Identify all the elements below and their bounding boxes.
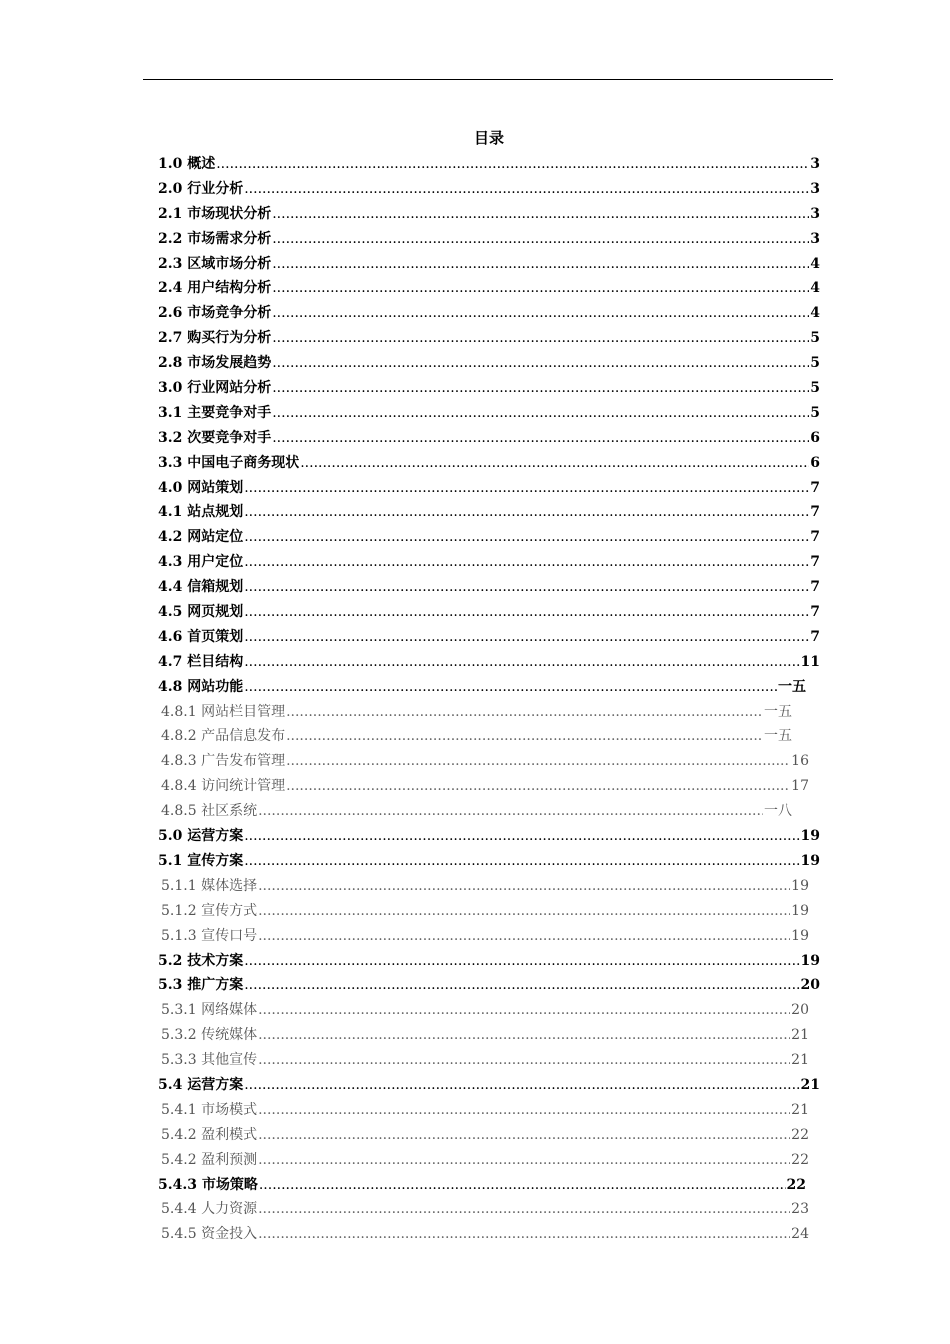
toc-dot-leader xyxy=(272,426,809,451)
toc-entry-label: 2.4 用户结构分析 xyxy=(158,280,272,297)
toc-dot-leader xyxy=(258,1222,790,1247)
toc-dot-leader xyxy=(286,774,790,799)
toc-entry-page: 21 xyxy=(800,1076,820,1093)
toc-entry[interactable] xyxy=(158,774,809,799)
toc-entry[interactable] xyxy=(158,1173,806,1198)
toc-dot-leader xyxy=(244,949,799,974)
toc-entry-label: 4.4 信箱规划 xyxy=(158,579,244,596)
toc-entry[interactable] xyxy=(158,899,809,924)
toc-entry-label: 2.6 市场竞争分析 xyxy=(158,305,272,322)
toc-entry-label: 5.2 技术方案 xyxy=(158,952,244,969)
toc-dot-leader xyxy=(244,177,809,202)
toc-dot-leader xyxy=(272,252,809,277)
toc-entry[interactable] xyxy=(158,1197,809,1222)
toc-dot-leader xyxy=(244,675,777,700)
toc-entry-page: 22 xyxy=(791,1126,809,1143)
toc-entry[interactable] xyxy=(158,1073,820,1098)
toc-entry-label: 5.1 宣传方案 xyxy=(158,852,244,869)
toc-dot-leader xyxy=(272,227,809,252)
toc-entry-label: 5.3.1 网络媒体 xyxy=(161,1002,258,1019)
toc-entry-label: 2.8 市场发展趋势 xyxy=(158,355,272,372)
toc-entry-page: 5 xyxy=(810,355,820,372)
toc-dot-leader xyxy=(286,724,763,749)
toc-entry-label: 2.0 行业分析 xyxy=(158,180,244,197)
toc-entry-label: 5.3.3 其他宣传 xyxy=(161,1052,258,1069)
toc-entry[interactable] xyxy=(158,301,820,326)
toc-entry-page: 7 xyxy=(810,479,820,496)
toc-entry[interactable] xyxy=(158,451,820,476)
toc-entry-page: 19 xyxy=(800,828,820,845)
toc-entry-page: 19 xyxy=(791,877,809,894)
toc-dot-leader xyxy=(244,550,809,575)
toc-entry-label: 4.8.3 广告发布管理 xyxy=(161,753,286,770)
toc-entry[interactable] xyxy=(158,874,809,899)
toc-entry[interactable] xyxy=(158,575,820,600)
toc-entry[interactable] xyxy=(158,849,820,874)
toc-entry-label: 4.8.4 访问统计管理 xyxy=(161,778,286,795)
toc-dot-leader xyxy=(244,650,799,675)
toc-title: 目录 xyxy=(473,129,504,147)
toc-entry[interactable] xyxy=(158,525,820,550)
toc-dot-leader xyxy=(272,401,809,426)
toc-entry-label: 5.3.2 传统媒体 xyxy=(161,1027,258,1044)
toc-dot-leader xyxy=(258,899,790,924)
toc-entry[interactable] xyxy=(158,799,792,824)
toc-entry-page: 一五 xyxy=(764,703,792,720)
toc-entry[interactable] xyxy=(158,1123,809,1148)
toc-entry-page: 21 xyxy=(791,1027,809,1044)
toc-entry-page: 20 xyxy=(800,977,820,994)
toc-dot-leader xyxy=(258,1148,790,1173)
toc-entry[interactable] xyxy=(158,724,792,749)
toc-entry[interactable] xyxy=(158,600,820,625)
toc-entry[interactable] xyxy=(158,749,809,774)
toc-entry-page: 6 xyxy=(810,429,820,446)
toc-dot-leader xyxy=(272,202,809,227)
toc-dot-leader xyxy=(272,326,809,351)
toc-entry[interactable] xyxy=(158,1023,809,1048)
toc-entry-label: 4.1 站点规划 xyxy=(158,504,244,521)
toc-entry-label: 4.7 栏目结构 xyxy=(158,653,244,670)
toc-dot-leader xyxy=(258,1023,790,1048)
toc-entry-page: 4 xyxy=(810,305,820,322)
toc-entry-page: 一五 xyxy=(764,728,792,745)
toc-entry[interactable] xyxy=(158,276,820,301)
toc-entry-page: 21 xyxy=(791,1052,809,1069)
toc-entry-page: 4 xyxy=(810,280,820,297)
toc-entry[interactable] xyxy=(158,252,820,277)
toc-dot-leader xyxy=(216,152,809,177)
toc-entry-label: 4.0 网站策划 xyxy=(158,479,244,496)
toc-entry-label: 5.4.5 资金投入 xyxy=(161,1226,258,1243)
toc-entry-page: 22 xyxy=(786,1176,806,1193)
toc-entry[interactable] xyxy=(158,973,820,998)
toc-entry[interactable] xyxy=(158,550,820,575)
toc-entry-label: 5.1.2 宣传方式 xyxy=(161,902,258,919)
toc-entry-page: 一五 xyxy=(778,678,806,695)
toc-entry[interactable] xyxy=(158,152,820,177)
toc-entry-page: 19 xyxy=(800,852,820,869)
toc-dot-leader xyxy=(259,1173,786,1198)
toc-dot-leader xyxy=(258,1098,790,1123)
toc-entry-label: 4.8.2 产品信息发布 xyxy=(161,728,286,745)
toc-entry-page: 19 xyxy=(791,902,809,919)
toc-entry[interactable] xyxy=(158,426,820,451)
toc-entry[interactable] xyxy=(158,376,820,401)
toc-entry-page: 3 xyxy=(810,156,820,172)
toc-entry[interactable] xyxy=(158,924,809,949)
toc-entry[interactable] xyxy=(158,625,820,650)
toc-entry-label: 2.3 区域市场分析 xyxy=(158,255,272,272)
toc-entry-page: 7 xyxy=(810,579,820,596)
toc-entry-page: 一八 xyxy=(764,803,792,820)
toc-entry-label: 4.6 首页策划 xyxy=(158,628,244,645)
toc-dot-leader xyxy=(244,575,809,600)
toc-entry-label: 5.4.2 盈利预测 xyxy=(161,1151,258,1168)
toc-dot-leader xyxy=(258,1197,790,1222)
toc-entry-page: 24 xyxy=(791,1226,809,1243)
toc-entry-label: 5.0 运营方案 xyxy=(158,828,244,845)
toc-entry-label: 5.4.2 盈利模式 xyxy=(161,1126,258,1143)
toc-dot-leader xyxy=(244,476,809,501)
toc-entry-page: 16 xyxy=(791,753,809,770)
toc-entry-label: 5.4.1 市场模式 xyxy=(161,1101,258,1118)
toc-entry-label: 3.2 次要竞争对手 xyxy=(158,429,272,446)
toc-entry[interactable] xyxy=(158,326,820,351)
toc-dot-leader xyxy=(258,924,790,949)
toc-entry-page: 3 xyxy=(810,230,820,247)
toc-dot-leader xyxy=(300,451,809,476)
toc-entry-page: 19 xyxy=(800,952,820,969)
toc-entry[interactable] xyxy=(158,351,820,376)
toc-entry-label: 1.0 概述 xyxy=(158,156,216,172)
toc-entry[interactable] xyxy=(158,675,806,700)
toc-dot-leader xyxy=(244,824,799,849)
toc-entry-page: 5 xyxy=(810,404,820,421)
toc-entry-label: 3.3 中国电子商务现状 xyxy=(158,454,300,471)
toc-entry-page: 4 xyxy=(810,255,820,272)
toc-entry-page: 7 xyxy=(810,604,820,621)
toc-dot-leader xyxy=(244,973,799,998)
toc-entry-label: 5.3 推广方案 xyxy=(158,977,244,994)
toc-dot-leader xyxy=(244,849,799,874)
toc-entry-page: 7 xyxy=(810,504,820,521)
toc-entry-page: 7 xyxy=(810,554,820,571)
toc-entry-page: 17 xyxy=(791,778,809,795)
toc-entry-page: 5 xyxy=(810,380,820,397)
toc-entry-page: 20 xyxy=(791,1002,809,1019)
toc-dot-leader xyxy=(244,500,809,525)
toc-entry[interactable] xyxy=(158,177,820,202)
toc-entry-page: 5 xyxy=(810,330,820,347)
toc-entry-page: 19 xyxy=(791,927,809,944)
toc-entry[interactable] xyxy=(158,476,820,501)
toc-entry-page: 3 xyxy=(810,205,820,222)
toc-dot-leader xyxy=(258,874,790,899)
toc-dot-leader xyxy=(272,301,809,326)
toc-dot-leader xyxy=(272,351,809,376)
toc-dot-leader xyxy=(258,1048,790,1073)
toc-entry-label: 5.1.1 媒体选择 xyxy=(161,877,258,894)
toc-entry[interactable] xyxy=(158,1048,809,1073)
toc-entry-label: 4.8 网站功能 xyxy=(158,678,244,695)
toc-dot-leader xyxy=(272,276,809,301)
toc-dot-leader xyxy=(258,998,790,1023)
header-rule xyxy=(143,79,833,80)
toc-entry[interactable] xyxy=(158,998,809,1023)
toc-entry[interactable] xyxy=(158,1148,809,1173)
toc-entry-label: 5.1.3 宣传口号 xyxy=(161,927,258,944)
toc-entry[interactable] xyxy=(158,650,820,675)
toc-entry[interactable] xyxy=(158,700,792,725)
toc-entry-label: 3.0 行业网站分析 xyxy=(158,380,272,397)
toc-dot-leader xyxy=(244,525,809,550)
toc-entry-page: 21 xyxy=(791,1101,809,1118)
toc-entry-page: 22 xyxy=(791,1151,809,1168)
toc-entry[interactable] xyxy=(158,401,820,426)
toc-entry-page: 6 xyxy=(810,454,820,471)
toc-entry-label: 5.4.3 市场策略 xyxy=(158,1176,258,1193)
toc-entry[interactable] xyxy=(158,949,820,974)
toc-dot-leader xyxy=(258,799,763,824)
toc-entry-label: 4.3 用户定位 xyxy=(158,554,244,571)
toc-entry-label: 5.4 运营方案 xyxy=(158,1076,244,1093)
table-of-contents xyxy=(158,152,820,1247)
toc-entry[interactable] xyxy=(158,824,820,849)
toc-dot-leader xyxy=(244,600,809,625)
toc-dot-leader xyxy=(286,749,790,774)
toc-dot-leader xyxy=(272,376,809,401)
toc-entry-label: 2.2 市场需求分析 xyxy=(158,230,272,247)
toc-entry-label: 3.1 主要竞争对手 xyxy=(158,404,272,421)
toc-entry-label: 2.7 购买行为分析 xyxy=(158,330,272,347)
toc-dot-leader xyxy=(244,1073,799,1098)
toc-dot-leader xyxy=(286,700,763,725)
toc-dot-leader xyxy=(244,625,809,650)
toc-entry[interactable] xyxy=(158,1222,809,1247)
toc-dot-leader xyxy=(258,1123,790,1148)
toc-entry[interactable] xyxy=(158,227,820,252)
toc-entry-label: 4.8.5 社区系统 xyxy=(161,803,258,820)
toc-entry-label: 4.2 网站定位 xyxy=(158,529,244,546)
toc-entry-page: 3 xyxy=(810,180,820,197)
toc-entry[interactable] xyxy=(158,202,820,227)
toc-entry-label: 5.4.4 人力资源 xyxy=(161,1201,258,1218)
toc-entry-label: 4.8.1 网站栏目管理 xyxy=(161,703,286,720)
toc-entry-page: 7 xyxy=(810,529,820,546)
toc-entry-page: 11 xyxy=(800,653,820,670)
toc-entry[interactable] xyxy=(158,1098,809,1123)
toc-entry-page: 7 xyxy=(810,628,820,645)
toc-entry[interactable] xyxy=(158,500,820,525)
toc-entry-label: 4.5 网页规划 xyxy=(158,604,244,621)
toc-entry-label: 2.1 市场现状分析 xyxy=(158,205,272,222)
toc-entry-page: 23 xyxy=(791,1201,809,1218)
